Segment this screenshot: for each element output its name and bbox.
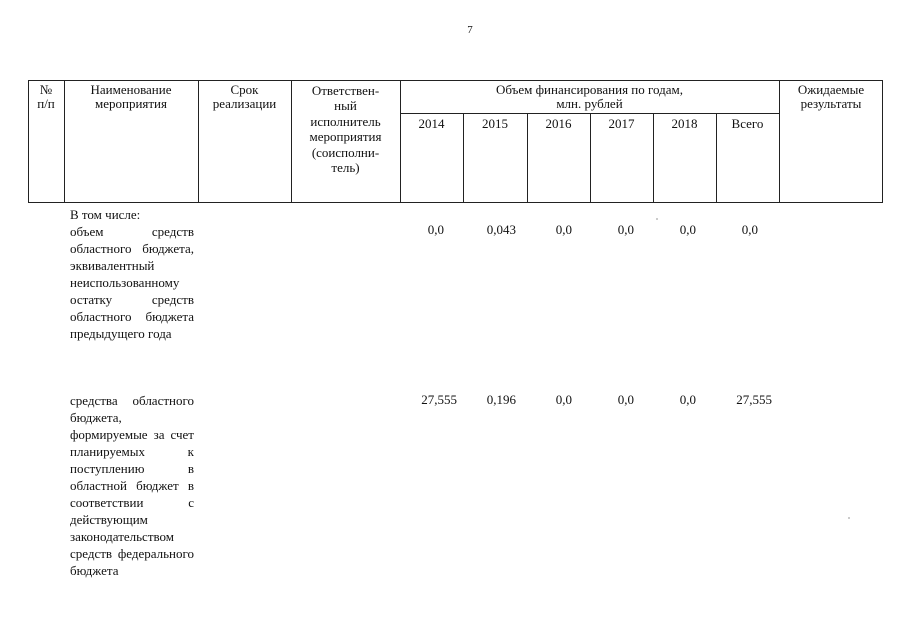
header-total: Всего <box>731 116 764 131</box>
page-number: 7 <box>467 24 473 36</box>
table-header <box>28 80 883 203</box>
header-num: № п/п <box>37 82 55 111</box>
header-bottom-rule <box>28 202 883 203</box>
row-value: 0,043 <box>486 222 516 237</box>
header-funding: Объем финансирования по годам, млн. рублей <box>495 82 684 111</box>
row-value: 0,0 <box>741 222 758 237</box>
row-value: 27,555 <box>421 392 457 407</box>
scan-speck <box>656 218 658 220</box>
row-value: 0,0 <box>679 222 696 237</box>
row-label: В том числе: объем средств областного бюджета, эквивалентный неиспользованному остатку средств областного бюджета предыдущего года <box>70 207 194 341</box>
row-value: 0,0 <box>555 392 572 407</box>
header-results: Ожидаемые результаты <box>797 82 865 111</box>
header-name: Наименование мероприятия <box>90 82 172 111</box>
row-value: 0,0 <box>679 392 696 407</box>
header-year: 2018 <box>671 116 698 131</box>
header-year: 2014 <box>418 116 445 131</box>
row-value: 0,196 <box>486 392 516 407</box>
header-term: Срок реализации <box>212 82 277 111</box>
row-label: средства областного бюджета, формируемые за счет планируемых к поступлению в областной бюджет в соответствии с действующим законодательством средств федерального бюджета <box>70 393 194 578</box>
header-top-rule <box>28 80 883 81</box>
header-responsible: Ответствен- ный исполнитель мероприятия (соисполни- тель) <box>309 83 382 176</box>
header-year: 2017 <box>608 116 635 131</box>
row-value: 0,0 <box>427 222 444 237</box>
row-value: 0,0 <box>555 222 572 237</box>
row-value: 0,0 <box>617 222 634 237</box>
row-value: 27,555 <box>736 392 772 407</box>
header-year: 2015 <box>482 116 508 131</box>
scan-speck <box>848 517 850 519</box>
header-year: 2016 <box>545 116 572 131</box>
row-value: 0,0 <box>617 392 634 407</box>
